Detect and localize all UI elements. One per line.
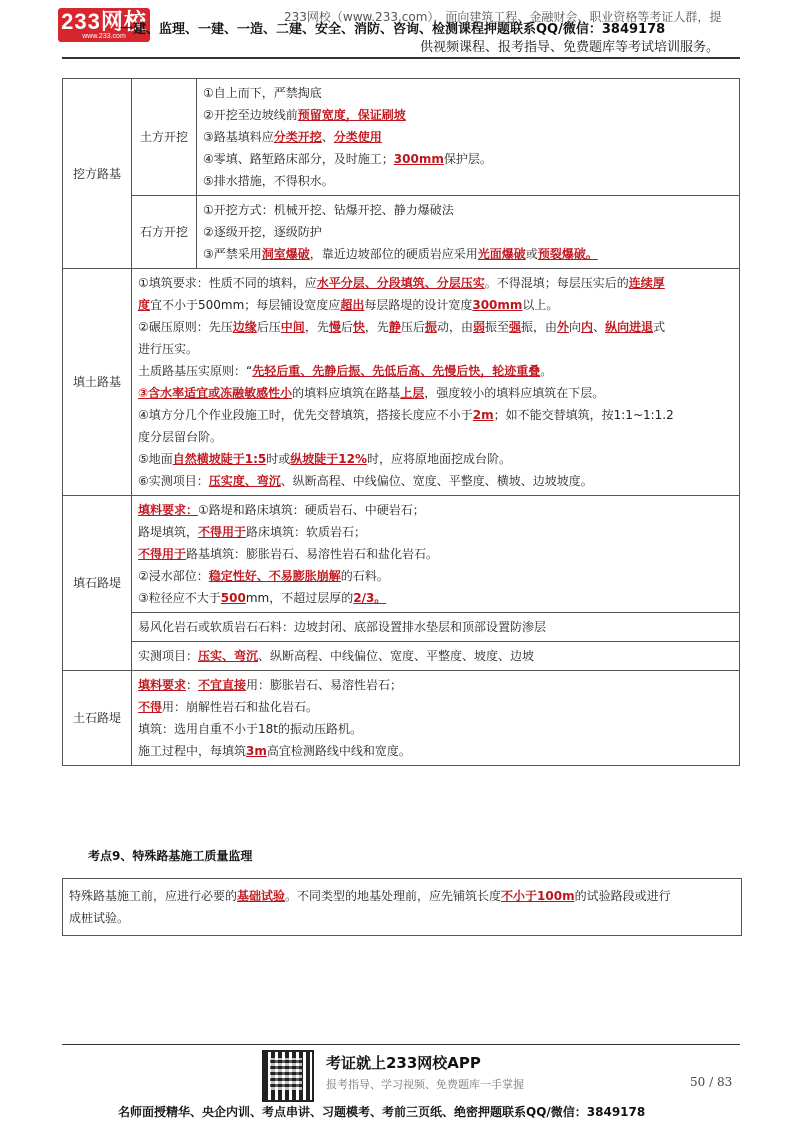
text-line — [203, 199, 733, 221]
text-segment: 以上。 — [522, 298, 559, 312]
text-segment: 时，应将原地面挖成台阶。 — [367, 452, 512, 466]
key-term: 不宜直接 — [198, 678, 247, 692]
key-term: 先轻后重、先静后振、先低后高、先慢后快，轮迹重叠 — [252, 364, 541, 378]
app-subtitle: 报考指导、学习视频、免费题库一手掌握 — [326, 1078, 524, 1091]
key-term: 300mm — [393, 152, 444, 166]
text-segment: ，先 — [304, 320, 329, 334]
text-segment: 动，由 — [436, 320, 473, 334]
key-term: 度 — [138, 298, 151, 312]
footer-divider — [62, 1044, 740, 1045]
key-term: 连续厚 — [628, 276, 665, 290]
text-segment: ②浸水部位： — [138, 569, 209, 583]
content-cell — [132, 269, 740, 496]
text-segment: 用：崩解性岩石和盐化岩石。 — [162, 700, 319, 714]
text-segment: 后压 — [256, 320, 281, 334]
key-term: 快 — [352, 320, 365, 334]
text-line — [203, 170, 733, 192]
key-term: 分类使用 — [333, 130, 382, 144]
text-segment: ①路堤和路床填筑：硬质岩石、中硬岩石； — [198, 503, 425, 517]
text-line — [138, 470, 733, 492]
key-term: 2m — [472, 408, 494, 422]
header-services: 供视频课程、报考指导、免费题库等考试培训服务。 — [420, 40, 720, 55]
text-line — [138, 382, 733, 404]
text-line — [138, 316, 733, 338]
text-line — [138, 338, 733, 360]
text-segment: 或 — [525, 247, 538, 261]
text-segment: ②碾压原则：先压 — [138, 320, 233, 334]
text-segment: 的试验路段或进行 — [574, 889, 671, 903]
category-cell: 填土路基 — [63, 269, 132, 496]
point9-content — [62, 878, 742, 936]
text-line — [138, 360, 733, 382]
header-intro: 233网校（www.233.com），面向建筑工程、金融财会、职业资格等考证人群，提 — [284, 10, 722, 24]
key-term: 压实、弯沉 — [198, 649, 259, 663]
text-segment: ③路基填料应 — [203, 130, 274, 144]
table-row — [63, 196, 740, 269]
text-segment: 保护层。 — [443, 152, 492, 166]
text-line — [138, 645, 733, 667]
category-cell: 土石路堤 — [63, 671, 132, 766]
text-segment: 填筑：选用自重不小于18t的振动压路机。 — [138, 722, 362, 736]
key-term: 慢 — [328, 320, 341, 334]
text-segment: ⑤排水措施，不得积水。 — [203, 174, 334, 188]
key-term: 2/3。 — [353, 591, 387, 605]
text-segment: 。 — [540, 364, 553, 378]
key-term: 纵坡陡于12% — [290, 452, 368, 466]
key-term: 填料要求： — [138, 503, 199, 517]
key-term: 超出 — [340, 298, 365, 312]
text-line — [203, 148, 733, 170]
text-line — [203, 126, 733, 148]
text-segment: 后 — [340, 320, 353, 334]
text-segment: 压后 — [400, 320, 425, 334]
text-line — [138, 294, 733, 316]
logo-text: 233网校 — [61, 9, 147, 34]
page-number: 50 / 83 — [690, 1075, 733, 1089]
key-term: 弱 — [472, 320, 485, 334]
key-term: 水平分层、分段填筑、分层压实 — [316, 276, 485, 290]
text-segment: mm，不超过层厚的 — [245, 591, 354, 605]
text-line — [138, 448, 733, 470]
text-line — [138, 616, 733, 638]
text-segment: 时或 — [266, 452, 291, 466]
text-segment: 宜不小于500mm；每层铺设宽度应 — [150, 298, 341, 312]
text-line — [138, 426, 733, 448]
roadbed-table — [62, 78, 740, 766]
text-line — [203, 82, 733, 104]
footer-contact: 名师面授精华、央企内训、考点串讲、习题模考、考前三页纸、绝密押题联系QQ/微信：3849178 — [118, 1105, 646, 1119]
text-line — [138, 543, 733, 565]
text-segment: 易风化岩石或软质岩石石料：边坡封闭、底部设置排水垫层和顶部设置防渗层 — [138, 620, 547, 634]
key-term: 不得用于 — [198, 525, 247, 539]
content-cell — [132, 613, 740, 642]
content-cell — [132, 496, 740, 613]
key-term: 纵向进退 — [605, 320, 654, 334]
header-courses: 一建、监理、一建、一造、二建、安全、消防、咨询、检测课程押题联系QQ/微信：3849178 — [120, 22, 666, 37]
text-segment: 的填料应填筑在路基 — [292, 386, 401, 400]
subcategory-cell: 土方开挖 — [132, 79, 197, 196]
key-term: 洞室爆破 — [261, 247, 310, 261]
text-line — [138, 404, 733, 426]
key-term: 上层 — [400, 386, 425, 400]
text-segment: ；如不能交替填筑，按1:1~1:1.2 — [493, 408, 674, 422]
text-line — [69, 907, 735, 929]
text-segment: ①填筑要求：性质不同的填料，应 — [138, 276, 317, 290]
table-row — [63, 671, 740, 766]
content-cell — [132, 642, 740, 671]
key-term: 光面爆破 — [477, 247, 526, 261]
key-term: 基础试验 — [237, 889, 286, 903]
text-segment: 每层路堤的设计宽度 — [364, 298, 473, 312]
logo-url: www.233.com — [82, 33, 126, 40]
key-term: 不得用于 — [138, 547, 187, 561]
key-term: 预裂爆破。 — [537, 247, 598, 261]
content-cell — [132, 671, 740, 766]
key-term: 中间 — [280, 320, 305, 334]
key-term: 自然横坡陡于1:5 — [172, 452, 267, 466]
text-line — [203, 221, 733, 243]
category-cell: 填石路堤 — [63, 496, 132, 671]
key-term: 填料要求 — [138, 678, 187, 692]
text-segment: ③严禁采用 — [203, 247, 262, 261]
text-segment: 向 — [569, 320, 582, 334]
text-segment: ⑤地面 — [138, 452, 173, 466]
key-term: 不小于100m — [501, 889, 575, 903]
key-term: 稳定性好、不易膨胀崩解 — [208, 569, 341, 583]
key-term: 振 — [424, 320, 437, 334]
text-segment: 路床填筑：软质岩石； — [246, 525, 367, 539]
text-segment: 用：膨胀岩石、易溶性岩石； — [246, 678, 403, 692]
text-segment: 土质路基压实原则：“ — [138, 364, 253, 378]
text-line — [203, 243, 733, 265]
text-segment: ②开挖至边坡线前 — [203, 108, 298, 122]
text-segment: 式 — [653, 320, 666, 334]
text-line — [138, 718, 733, 740]
text-segment: 路堤填筑， — [138, 525, 199, 539]
text-segment: 特殊路基施工前，应进行必要的 — [69, 889, 238, 903]
section-heading: 考点9、特殊路基施工质量监理 — [88, 849, 253, 863]
key-term: ③含水率适宜或冻融敏感性小 — [138, 386, 293, 400]
text-segment: 成桩试验。 — [69, 911, 130, 925]
text-segment: 路基填筑：膨胀岩石、易溶性岩石和盐化岩石。 — [186, 547, 439, 561]
text-segment: 、 — [593, 320, 606, 334]
text-segment: 实测项目： — [138, 649, 199, 663]
text-segment: 振，由 — [521, 320, 558, 334]
text-segment: 。不同类型的地基处理前，应先铺筑长度 — [285, 889, 502, 903]
content-cell — [197, 196, 740, 269]
text-segment: 。不得混填；每层压实后的 — [484, 276, 629, 290]
subcategory-cell: 石方开挖 — [132, 196, 197, 269]
text-line — [138, 674, 733, 696]
content-cell — [197, 79, 740, 196]
text-segment: ④零填、路堑路床部分，及时施工； — [203, 152, 394, 166]
text-segment: 进行压实。 — [138, 342, 199, 356]
key-term: 预留宽度，保证刷坡 — [297, 108, 406, 122]
text-segment: 、纵断高程、中线偏位、宽度、平整度、坡度、边坡 — [258, 649, 535, 663]
text-line — [203, 104, 733, 126]
qr-code-pattern — [270, 1058, 302, 1090]
text-segment: ，强度较小的填料应填筑在下层。 — [424, 386, 605, 400]
text-line — [138, 272, 733, 294]
table-row — [63, 269, 740, 496]
key-term: 分类开挖 — [273, 130, 322, 144]
text-line — [138, 521, 733, 543]
text-segment: 振至 — [484, 320, 509, 334]
text-segment: ①自上而下，严禁掏底 — [203, 86, 322, 100]
table-row — [63, 496, 740, 613]
key-term: 静 — [388, 320, 401, 334]
app-title: 考证就上233网校APP — [326, 1054, 481, 1072]
text-line — [138, 696, 733, 718]
key-term: 300mm — [472, 298, 523, 312]
key-term: 不得 — [138, 700, 163, 714]
text-line — [69, 885, 735, 907]
table-row — [63, 613, 740, 642]
text-segment: 、 — [321, 130, 334, 144]
text-segment: ①开挖方式：机械开挖、钻爆开挖、静力爆破法 — [203, 203, 454, 217]
key-term: 500 — [220, 591, 246, 605]
text-segment: 、纵断高程、中线偏位、宽度、平整度、横坡、边坡坡度。 — [280, 474, 593, 488]
text-line — [138, 740, 733, 762]
text-segment: 高宜检测路线中线和宽度。 — [266, 744, 411, 758]
text-segment: ③粒径应不大于 — [138, 591, 221, 605]
text-segment: ④填方分几个作业段施工时，优先交替填筑，搭接长度应不小于 — [138, 408, 473, 422]
text-segment: ，靠近边坡部位的硬质岩应采用 — [309, 247, 478, 261]
text-segment: ： — [186, 678, 199, 692]
text-line — [138, 587, 733, 609]
table-row — [63, 79, 740, 196]
category-cell: 挖方路基 — [63, 79, 132, 269]
text-segment: ⑥实测项目： — [138, 474, 209, 488]
key-term: 边缘 — [232, 320, 257, 334]
key-term: 压实度、弯沉 — [208, 474, 281, 488]
key-term: 3m — [246, 744, 267, 758]
table-row — [63, 642, 740, 671]
text-segment: ②逐级开挖，逐级防护 — [203, 225, 322, 239]
text-line — [138, 499, 733, 521]
text-segment: 施工过程中，每填筑 — [138, 744, 247, 758]
text-segment: 的石料。 — [340, 569, 389, 583]
text-segment: 度分层留台阶。 — [138, 430, 223, 444]
key-term: 强 — [508, 320, 521, 334]
header-divider — [62, 57, 740, 59]
key-term: 内 — [581, 320, 594, 334]
key-term: 外 — [557, 320, 570, 334]
text-segment: ，先 — [364, 320, 389, 334]
text-line — [138, 565, 733, 587]
